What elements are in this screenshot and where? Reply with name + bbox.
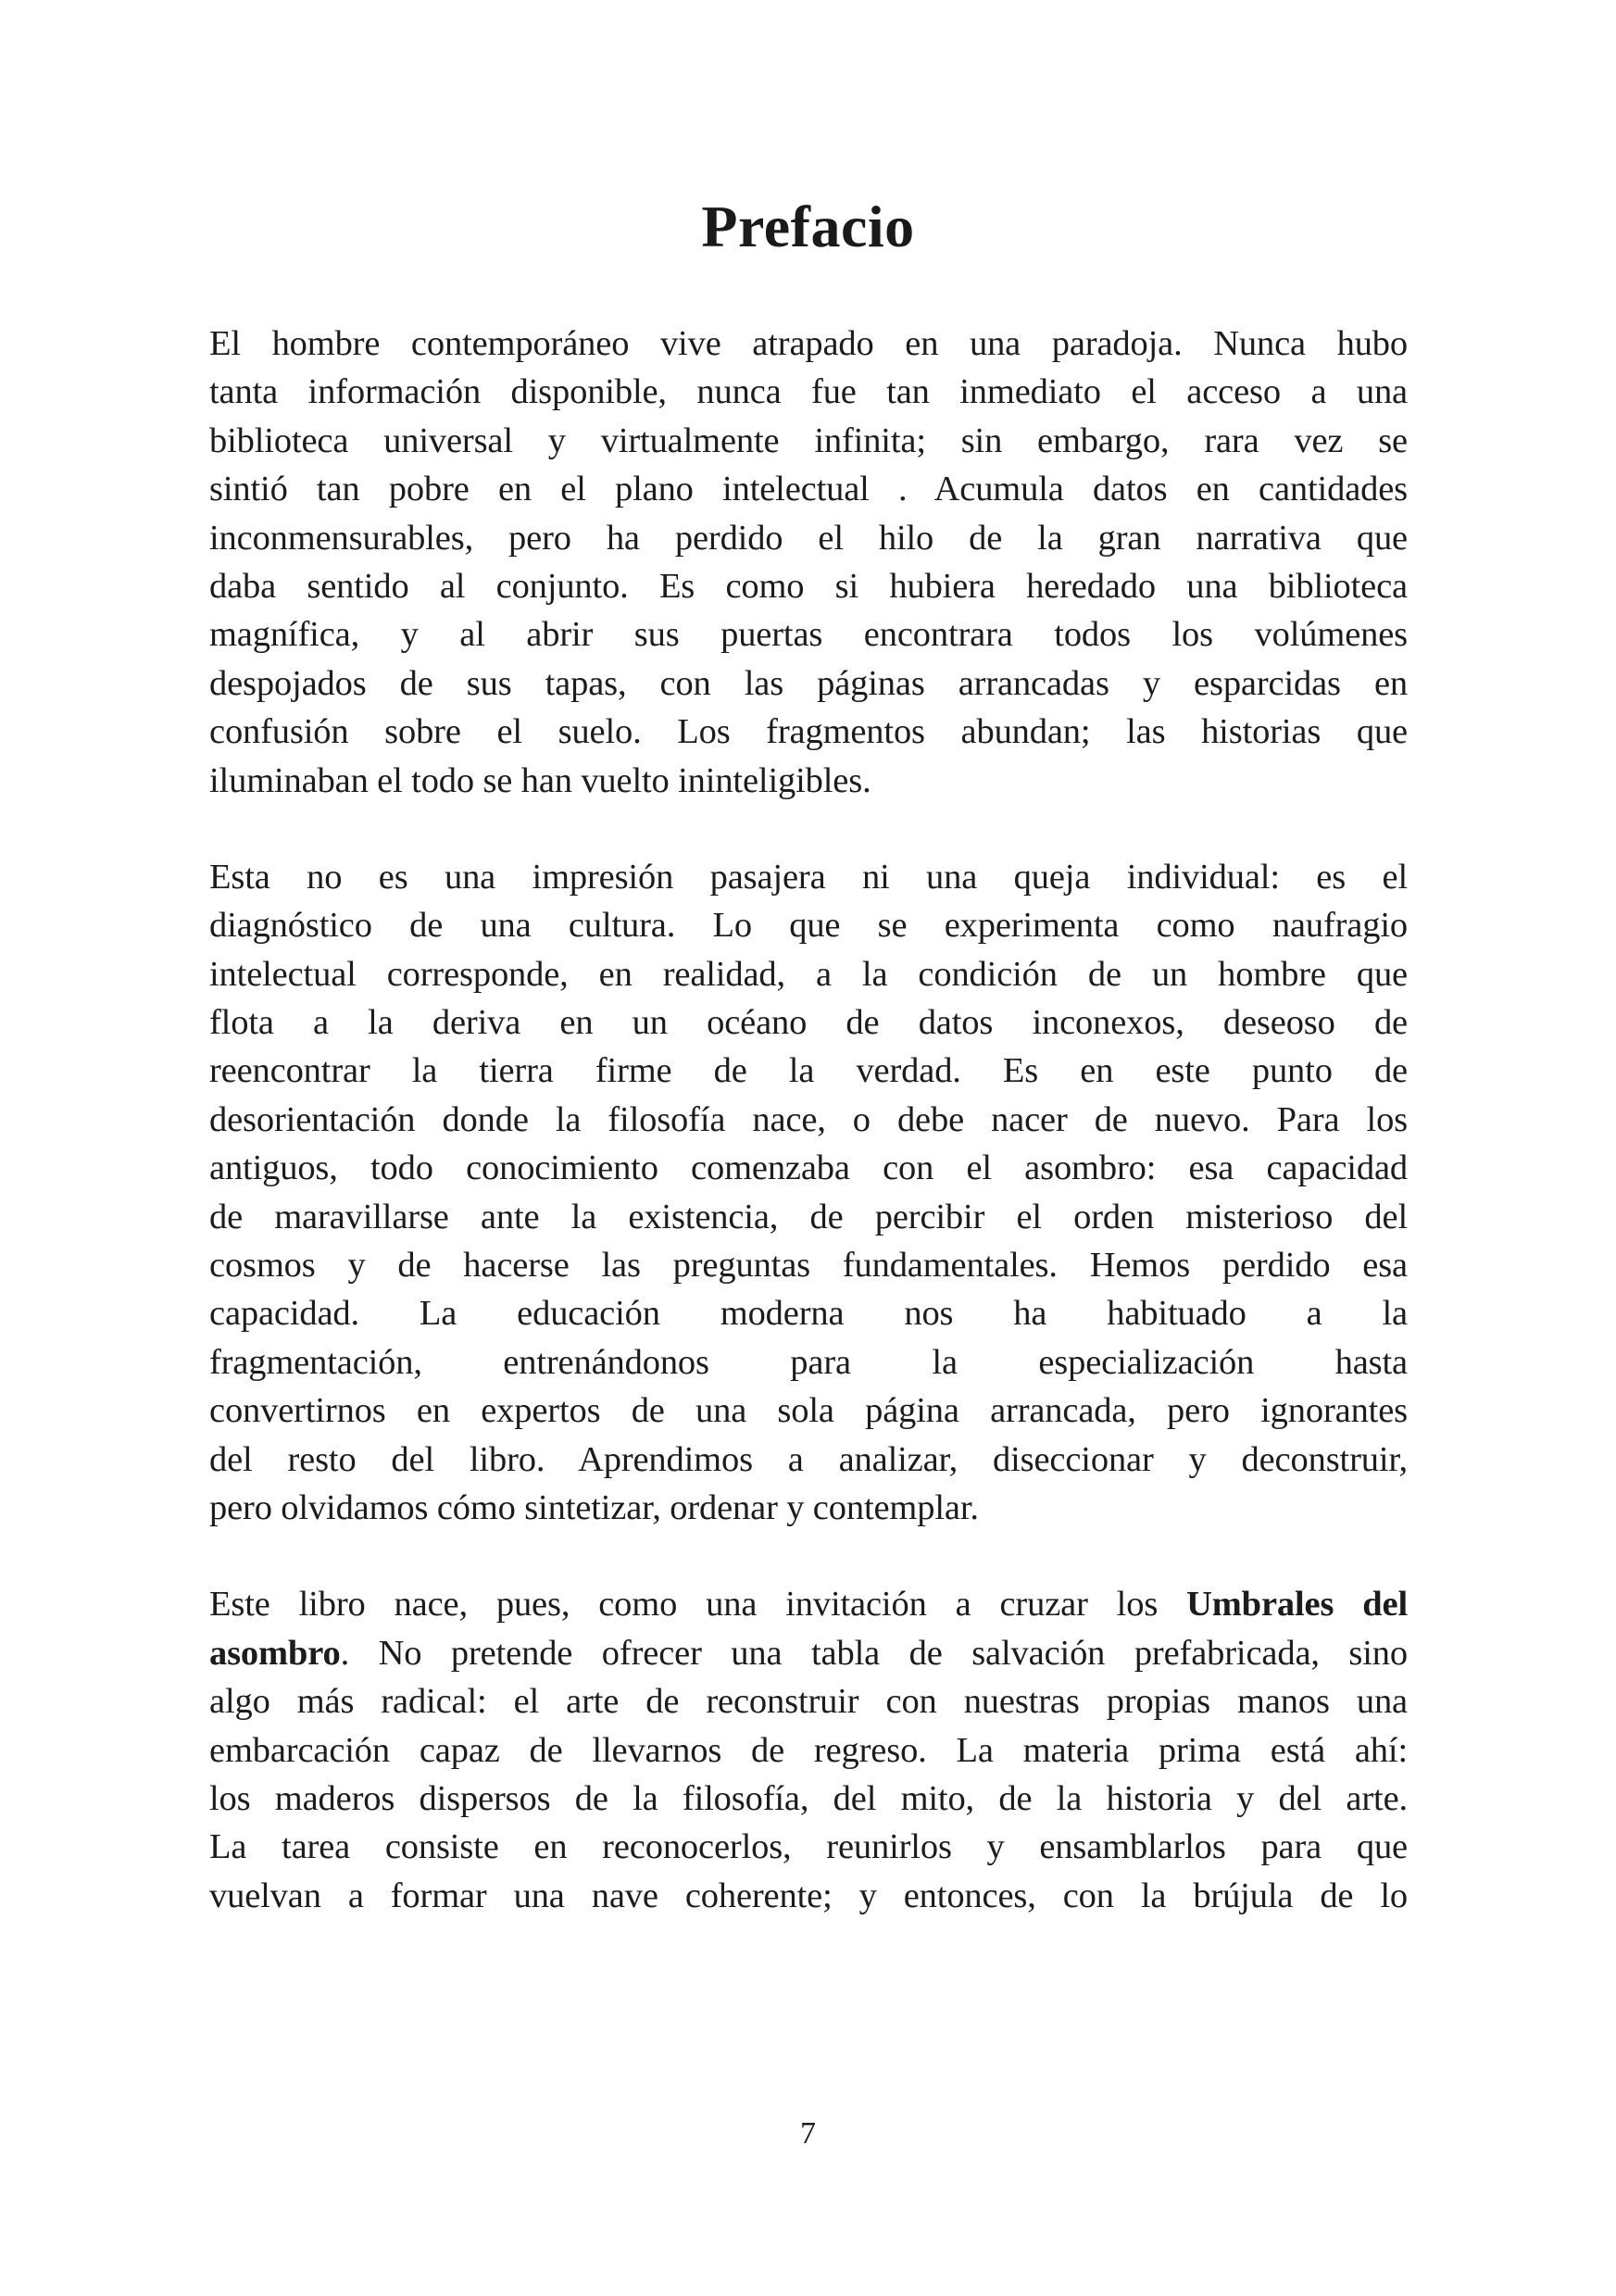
text-line: capacidad. La educación moderna nos ha habituado a la (209, 1294, 1408, 1334)
text-line: flota a la deriva en un océano de datos inconexos, deseoso de (209, 1003, 1408, 1043)
text-line: convertirnos en expertos de una sola página arrancada, pero ignorantes (209, 1391, 1408, 1431)
text-line: La tarea consiste en reconocerlos, reunirlos y ensamblarlos para que (209, 1827, 1408, 1867)
text-line (209, 1629, 1408, 1677)
body-text (209, 320, 1408, 1920)
text-line: embarcación capaz de llevarnos de regreso. La materia prima está ahí: (209, 1730, 1408, 1770)
text-line: iluminaban el todo se han vuelto ininteligibles. (209, 760, 871, 800)
text-line: sintió tan pobre en el plano intelectual . Acumula datos en cantidades (209, 470, 1408, 509)
book-title-emphasis: Umbrales del (1186, 1585, 1408, 1625)
text-line (209, 1580, 1408, 1628)
text-run: . No pretende ofrecer una tabla de salvación prefabricada, sino (340, 1633, 1408, 1673)
text-line: antiguos, todo conocimiento comenzaba con el asombro: esa capacidad (209, 1148, 1408, 1188)
book-title-emphasis: asombro (209, 1633, 341, 1673)
text-line: del resto del libro. Aprendimos a analizar, diseccionar y deconstruir, (209, 1439, 1408, 1479)
text-line: pero olvidamos cómo sintetizar, ordenar y contemplar. (209, 1487, 979, 1527)
paragraph-2 (209, 853, 1408, 1532)
text-line: despojados de sus tapas, con las páginas arrancadas y esparcidas en (209, 663, 1408, 703)
chapter-title: Prefacio (701, 194, 915, 259)
text-line: vuelvan a formar una nave coherente; y entonces, con la brújula de lo (209, 1876, 1408, 1915)
text-line: reencontrar la tierra firme de la verdad. Es en este punto de (209, 1051, 1408, 1091)
text-line: los maderos dispersos de la filosofía, del mito, de la historia y del arte. (209, 1778, 1408, 1818)
text-line: tanta información disponible, nunca fue tan inmediato el acceso a una (209, 372, 1408, 412)
text-line: intelectual corresponde, en realidad, a la condición de un hombre que (209, 954, 1408, 994)
text-line: biblioteca universal y virtualmente infinita; sin embargo, rara vez se (209, 420, 1408, 460)
text-line: magnífica, y al abrir sus puertas encontrara todos los volúmenes (209, 615, 1408, 655)
text-line: daba sentido al conjunto. Es como si hubiera heredado una biblioteca (209, 566, 1408, 606)
text-line: confusión sobre el suelo. Los fragmentos abundan; las historias que (209, 712, 1408, 752)
text-line: cosmos y de hacerse las preguntas fundamentales. Hemos perdido esa (209, 1246, 1408, 1286)
text-line: de maravillarse ante la existencia, de percibir el orden misterioso del (209, 1197, 1408, 1236)
paragraph-1 (209, 320, 1408, 805)
text-run: Este libro nace, pues, como una invitación a cruzar los (209, 1585, 1187, 1625)
text-line: desorientación donde la filosofía nace, o debe nacer de nuevo. Para los (209, 1099, 1408, 1139)
text-line: diagnóstico de una cultura. Lo que se experimenta como naufragio (209, 906, 1408, 946)
text-line: fragmentación, entrenándonos para la especialización hasta (209, 1342, 1408, 1382)
text-line: El hombre contemporáneo vive atrapado en una paradoja. Nunca hubo (209, 324, 1408, 363)
text-line: inconmensurables, pero ha perdido el hilo de la gran narrativa que (209, 518, 1408, 558)
paragraph-3 (209, 1580, 1408, 1920)
text-line: Esta no es una impresión pasajera ni una queja individual: es el (209, 857, 1408, 897)
page-number: 7 (800, 2116, 816, 2151)
text-line: algo más radical: el arte de reconstruir con nuestras propias manos una (209, 1682, 1408, 1722)
